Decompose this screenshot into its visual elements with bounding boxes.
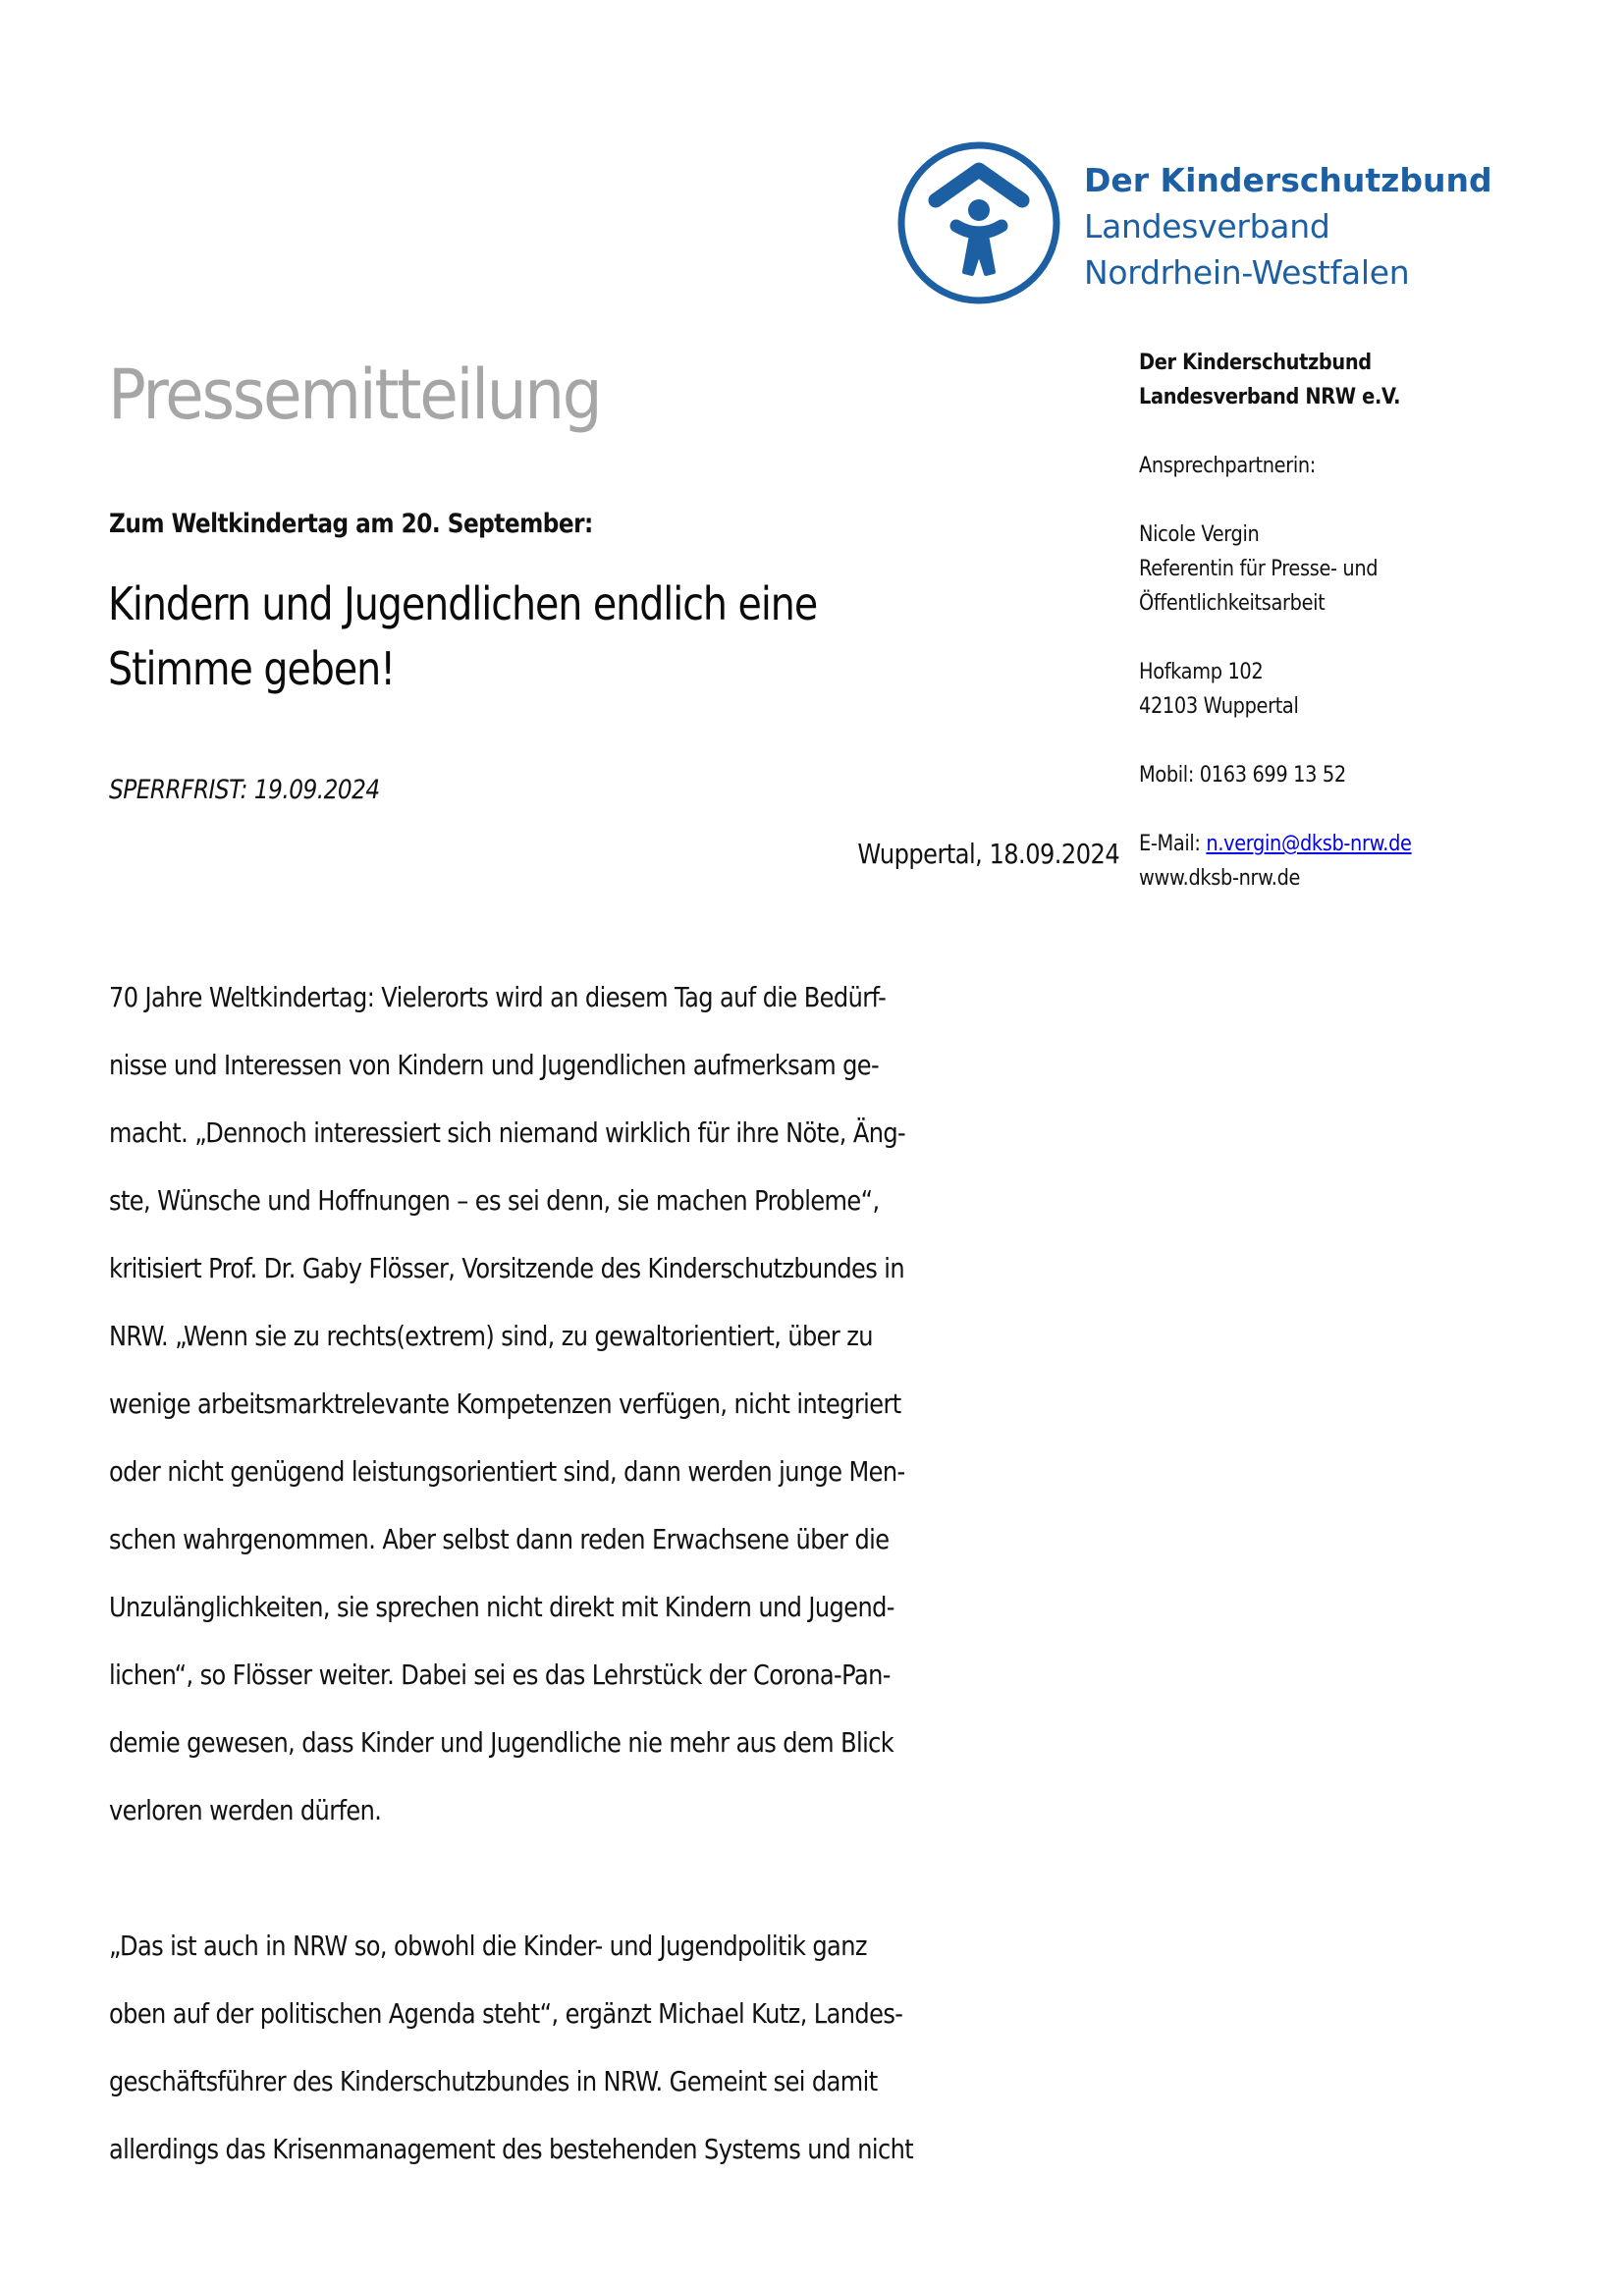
text-line: macht. „Dennoch interessiert sich niemand wirklich für ihre Nöte, Äng-	[109, 1116, 906, 1149]
text-line: verloren werden dürfen.	[109, 1794, 382, 1826]
logo-line-org: Der Kinderschutzbund	[1084, 161, 1492, 199]
text-line: allerdings das Krisenmanagement des bestehenden Systems und nicht	[109, 2133, 914, 2165]
email-label: E-Mail:	[1139, 832, 1207, 856]
contact-mobile: Mobil: 0163 699 13 52	[1139, 763, 1346, 788]
logo-line-association: Landesverband	[1084, 207, 1330, 245]
paragraph	[109, 1912, 1156, 2183]
contact-block	[1139, 346, 1412, 896]
contact-role: Referentin für Presse- und	[1139, 557, 1379, 581]
text-line: oben auf der politischen Agenda steht“, ergänzt Michael Kutz, Landes-	[109, 1997, 903, 2030]
text-line: 70 Jahre Weltkindertag: Vielerorts wird an diesem Tag auf die Bedürf-	[109, 981, 887, 1013]
paragraph	[109, 963, 1156, 1844]
contact-website: www.dksb-nrw.de	[1139, 866, 1301, 891]
contact-street: Hofkamp 102	[1139, 660, 1264, 684]
text-line: „Das ist auch in NRW so, obwohl die Kinder- und Jugendpolitik ganz	[109, 1930, 867, 1962]
subtitle: Zum Weltkindertag am 20. September:	[109, 509, 593, 539]
text-line: ste, Wünsche und Hoffnungen – es sei denn, sie machen Probleme“,	[109, 1184, 880, 1217]
text-line: oder nicht genügend leistungsorientiert sind, dann werden junge Men-	[109, 1455, 905, 1488]
paragraph-gap	[109, 1844, 1156, 1912]
dateline: Wuppertal, 18.09.2024	[857, 838, 1119, 870]
text-line: kritisiert Prof. Dr. Gaby Flösser, Vorsitzende des Kinderschutzbundes in	[109, 1252, 905, 1284]
contact-role: Öffentlichkeitsarbeit	[1139, 591, 1326, 616]
logo-line-region: Nordrhein-Westfalen	[1084, 253, 1410, 292]
page-title: Pressemitteilung	[108, 354, 601, 435]
contact-email-row	[1139, 827, 1412, 861]
text-line: wenige arbeitsmarktrelevante Kompetenzen verfügen, nicht integriert	[109, 1387, 901, 1420]
contact-city: 42103 Wuppertal	[1139, 694, 1299, 719]
headline-line: Stimme geben!	[108, 642, 396, 695]
child-under-roof-icon	[895, 139, 1062, 306]
contact-org-name: Der Kinderschutzbund	[1139, 351, 1372, 375]
text-line: demie gewesen, dass Kinder und Jugendliche nie mehr aus dem Blick	[109, 1726, 894, 1759]
headline	[108, 571, 817, 701]
text-line: geschäftsführer des Kinderschutzbundes in NRW. Gemeint sei damit	[109, 2065, 878, 2097]
contact-label: Ansprechpartnerin:	[1139, 454, 1316, 478]
text-line: nisse und Interessen von Kindern und Jugendlichen aufmerksam ge-	[109, 1049, 880, 1081]
contact-org-sub: Landesverband NRW e.V.	[1139, 385, 1401, 409]
contact-name: Nicole Vergin	[1139, 522, 1260, 547]
text-line: NRW. „Wenn sie zu rechts(extrem) sind, zu gewaltorientiert, über zu	[109, 1320, 873, 1352]
email-link[interactable]: n.vergin@dksb-nrw.de	[1206, 832, 1412, 856]
text-line: Unzulänglichkeiten, sie sprechen nicht direkt mit Kindern und Jugend-	[109, 1591, 894, 1623]
embargo-notice: SPERRFRIST: 19.09.2024	[109, 775, 380, 805]
text-line: lichen“, so Flösser weiter. Dabei sei es das Lehrstück der Corona-Pan-	[109, 1659, 891, 1691]
logo-wordmark	[1084, 157, 1492, 296]
headline-line: Kindern und Jugendlichen endlich eine	[108, 577, 818, 630]
body-text	[109, 963, 1156, 2183]
text-line: schen wahrgenommen. Aber selbst dann reden Erwachsene über die	[109, 1523, 890, 1555]
